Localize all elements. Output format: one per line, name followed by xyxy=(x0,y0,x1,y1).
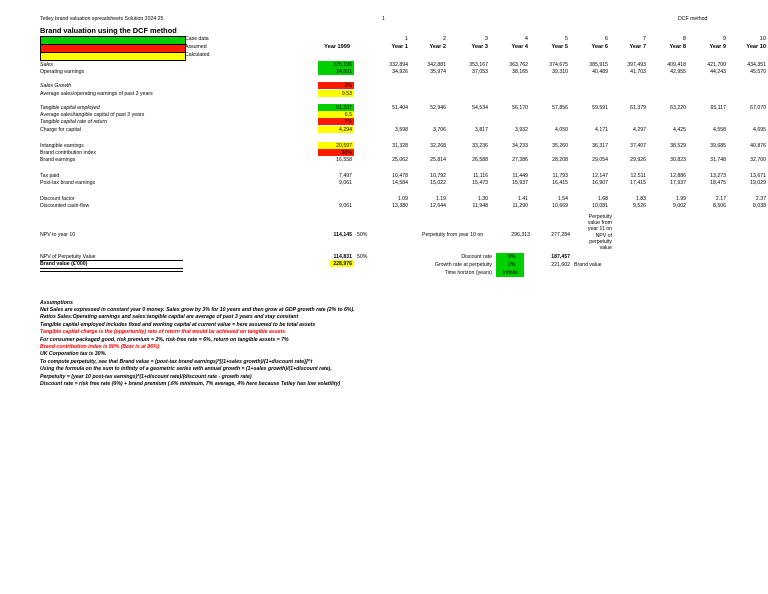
discount-rate-label: Discount rate xyxy=(461,254,492,260)
cell-sales-10: 434,351 xyxy=(747,62,766,68)
cell-intangible-10: 40,876 xyxy=(750,143,766,149)
value-brand-index: 80% xyxy=(341,150,352,156)
row-label-operating-earnings: Operating earnings xyxy=(40,69,85,75)
cell-intangible-4: 34,233 xyxy=(512,143,528,149)
assumption-line: Tangible capital charge is the (opportunity) rate of return that would be achieved on tangible assets xyxy=(40,329,286,336)
perpetuity-from-label: Perpetuity from year 10 on xyxy=(422,232,484,238)
cell-discounted-cf-1: 13,380 xyxy=(392,203,408,209)
cell-tax-7: 12,511 xyxy=(630,173,646,179)
row-label-discounted-cf: Discounted cash-flow xyxy=(40,203,90,209)
cell-intangible-8: 38,529 xyxy=(670,143,686,149)
cell-sales-9: 421,700 xyxy=(707,62,726,68)
assumption-line: Tangible capital employed includes fixed and working capital at current value = here assumed to be total assets xyxy=(40,321,316,328)
cell-discount-factor-9: 2.17 xyxy=(715,196,726,202)
row-label-discount-factor: Discount factor xyxy=(40,196,75,202)
perpetuity-result: 187,457 xyxy=(551,254,570,260)
cell-intangible-3: 33,236 xyxy=(472,143,488,149)
npv-perp-label: NPV of Perpetuity Value xyxy=(40,254,96,260)
column-number-4: 4 xyxy=(524,36,528,42)
cell-operating-earnings-8: 42,955 xyxy=(670,69,686,75)
perpetuity-note-line: value from xyxy=(587,220,612,227)
cell-post-tax-4: 15,937 xyxy=(512,180,528,186)
cell-sales-4: 363,762 xyxy=(509,62,528,68)
cell-sales-8: 409,418 xyxy=(667,62,686,68)
assumption-line: Perpetuity = (year 10 post-tax earnings)*(1+discount rate)/(discount rate - growth rate) xyxy=(40,373,252,380)
cell-operating-earnings-9: 44,243 xyxy=(710,69,726,75)
cell-operating-earnings-7: 41,703 xyxy=(630,69,646,75)
cell-discounted-cf-8: 9,002 xyxy=(673,203,686,209)
row-label-intangible: Intangible earnings xyxy=(40,143,84,149)
row-label-sales-growth: Sales Growth xyxy=(40,83,72,89)
cell-brand-earnings-2: 25,814 xyxy=(430,157,446,163)
time-horizon-value: infinite xyxy=(503,270,518,276)
cell-charge-capital-5: 4,050 xyxy=(555,127,568,133)
cell-brand-earnings-9: 31,748 xyxy=(710,157,726,163)
cell-discounted-cf-3: 11,948 xyxy=(472,203,488,209)
legend-label-assumed: Assumed xyxy=(185,44,207,50)
cell-operating-earnings-5: 39,310 xyxy=(552,69,568,75)
perpetuity-note-line: NPV of xyxy=(595,232,612,239)
cell-post-tax-0: 9,061 xyxy=(339,180,352,186)
header-right: DCF method xyxy=(678,16,708,22)
cell-brand-earnings-4: 27,386 xyxy=(512,157,528,163)
cell-charge-capital-8: 4,425 xyxy=(673,127,686,133)
cell-tangible-capital-8: 63,220 xyxy=(670,105,686,111)
page-number: 1 xyxy=(382,16,385,22)
column-number-10: 10 xyxy=(759,36,766,42)
cell-discount-factor-6: 1.68 xyxy=(597,196,608,202)
cell-post-tax-7: 17,415 xyxy=(630,180,646,186)
cell-discount-factor-4: 1.41 xyxy=(517,196,528,202)
column-header-9: Year 9 xyxy=(709,44,726,50)
cell-brand-earnings-10: 32,700 xyxy=(750,157,766,163)
cell-brand-earnings-6: 29,054 xyxy=(592,157,608,163)
row-label-sales: Sales xyxy=(40,62,53,68)
cell-charge-capital-4: 3,932 xyxy=(515,127,528,133)
cell-sales-3: 353,167 xyxy=(469,62,488,68)
cell-post-tax-6: 16,907 xyxy=(592,180,608,186)
cell-charge-capital-6: 4,171 xyxy=(595,127,608,133)
npv-pct: 50% xyxy=(357,232,368,238)
brand-value-alt: 221,602 xyxy=(551,262,570,268)
cell-operating-earnings-6: 40,489 xyxy=(592,69,608,75)
cell-intangible-6: 36,317 xyxy=(592,143,608,149)
cell-post-tax-9: 18,475 xyxy=(710,180,726,186)
column-header-2: Year 2 xyxy=(429,44,446,50)
cell-intangible-9: 39,685 xyxy=(710,143,726,149)
row-label-tangible-capital: Tangible capital employed xyxy=(40,105,100,111)
perpetuity-from-value: 296,313 xyxy=(511,232,530,238)
column-number-1: 1 xyxy=(404,36,408,42)
cell-operating-earnings-4: 38,165 xyxy=(512,69,528,75)
cell-operating-earnings-1: 34,926 xyxy=(392,69,408,75)
cell-tangible-capital-0: 61,337 xyxy=(336,105,352,111)
column-number-7: 7 xyxy=(642,36,646,42)
column-header-3: Year 3 xyxy=(471,44,488,50)
row-label-brand-index: Brand contribution index xyxy=(40,150,96,156)
brand-value-alt-label: Brand value xyxy=(574,262,602,268)
cell-tax-9: 13,273 xyxy=(710,173,726,179)
cell-charge-capital-7: 4,297 xyxy=(633,127,646,133)
cell-discount-factor-1: 1.09 xyxy=(397,196,408,202)
row-label-tangible-rate: Tangible capital rate of return xyxy=(40,119,107,125)
row-label-tax: Tax paid xyxy=(40,173,60,179)
cell-charge-capital-2: 3,706 xyxy=(433,127,446,133)
perpetuity-note-line: Perpetuity xyxy=(588,214,612,220)
cell-intangible-5: 35,260 xyxy=(552,143,568,149)
cell-brand-earnings-5: 28,208 xyxy=(552,157,568,163)
value-avg-sales-tangible: 6.5 xyxy=(344,112,352,118)
cell-post-tax-2: 15,022 xyxy=(430,180,446,186)
perpetuity-note-line: value xyxy=(599,245,612,251)
cell-operating-earnings-10: 45,570 xyxy=(750,69,766,75)
cell-sales-6: 385,915 xyxy=(589,62,608,68)
cell-post-tax-5: 16,415 xyxy=(552,180,568,186)
assumptions-heading: Assumptions xyxy=(40,300,73,306)
cell-discount-factor-10: 2.37 xyxy=(755,196,766,202)
page-title: Brand valuation using the DCF method xyxy=(40,26,177,35)
column-header-10: Year 10 xyxy=(746,44,766,50)
cell-discounted-cf-5: 10,669 xyxy=(552,203,568,209)
column-number-3: 3 xyxy=(484,36,488,42)
npv-perp-value: 114,831 xyxy=(333,254,352,260)
assumption-line: To compute perpetuity, see that Brand value = (post-tax brand earnings)*[(1+sales growth)/(1+discount rate)]^t xyxy=(40,358,313,365)
cell-tax-1: 10,478 xyxy=(392,173,408,179)
value-avg-sales-op: 9.53 xyxy=(341,91,352,97)
column-header-1: Year 1 xyxy=(391,44,408,50)
cell-sales-5: 374,675 xyxy=(549,62,568,68)
cell-discounted-cf-2: 12,644 xyxy=(430,203,446,209)
column-number-5: 5 xyxy=(564,36,568,42)
cell-operating-earnings-0: 24,891 xyxy=(336,69,352,75)
cell-discount-factor-2: 1.19 xyxy=(435,196,446,202)
cell-post-tax-8: 17,937 xyxy=(670,180,686,186)
column-number-6: 6 xyxy=(604,36,608,42)
discount-rate-value: 9% xyxy=(508,254,516,260)
cell-tax-2: 10,792 xyxy=(430,173,446,179)
cell-brand-earnings-1: 25,062 xyxy=(392,157,408,163)
perpetuity-pv: 277,284 xyxy=(551,232,570,238)
cell-discounted-cf-6: 10,081 xyxy=(592,203,608,209)
cell-discounted-cf-4: 11,290 xyxy=(512,203,528,209)
cell-tax-10: 13,671 xyxy=(750,173,766,179)
growth-rate-value: 2% xyxy=(508,262,516,268)
value-tangible-rate: 7% xyxy=(344,119,352,125)
column-header-6: Year 6 xyxy=(591,44,608,50)
cell-tangible-capital-1: 51,404 xyxy=(392,105,408,111)
assumption-line: For consumer packaged good, risk premium = 2%, risk-free rate = 6%, return on tangible assets = 7% xyxy=(40,336,289,343)
cell-discount-factor-7: 1.83 xyxy=(635,196,646,202)
row-label-brand-earnings: Brand earnings xyxy=(40,157,76,163)
npv-value: 114,145 xyxy=(333,232,352,238)
cell-intangible-7: 37,407 xyxy=(630,143,646,149)
cell-charge-capital-10: 4,695 xyxy=(753,127,766,133)
cell-discount-factor-8: 1.99 xyxy=(675,196,686,202)
cell-tangible-capital-10: 67,070 xyxy=(750,105,766,111)
cell-tangible-capital-5: 57,856 xyxy=(552,105,568,111)
column-header-0: Year 1999 xyxy=(324,44,350,50)
cell-post-tax-1: 14,584 xyxy=(392,180,408,186)
column-header-7: Year 7 xyxy=(629,44,646,50)
cell-tangible-capital-7: 61,379 xyxy=(630,105,646,111)
assumption-line: UK Corporation tax is 30%. xyxy=(40,351,107,358)
header-left: Tetley brand valuation spreadsheets Solution 2024 25 xyxy=(40,16,164,22)
column-header-5: Year 5 xyxy=(551,44,568,50)
brand-value-double-rule xyxy=(40,268,183,272)
cell-brand-earnings-3: 26,588 xyxy=(472,157,488,163)
growth-rate-label: Growth rate at perpetuity xyxy=(434,262,492,268)
legend-label-case-data: Case data xyxy=(185,36,209,42)
assumption-line: Discount rate = risk free rate (6%) + brand premium (.6% minimum, 7% average, 4% here because Tetley has low volatility) xyxy=(40,381,341,387)
cell-sales-7: 397,493 xyxy=(627,62,646,68)
row-label-avg-sales-tangible: Average sales/tangible capital of past 3 years xyxy=(40,112,145,118)
cell-sales-0: 325,196 xyxy=(333,62,352,68)
cell-post-tax-3: 15,473 xyxy=(472,180,488,186)
column-header-4: Year 4 xyxy=(511,44,528,50)
perpetuity-note-line: perpetuity xyxy=(589,238,612,245)
cell-tax-0: 7,497 xyxy=(339,173,352,179)
brand-value: 228,976 xyxy=(333,261,352,267)
npv-perp-pct: 50% xyxy=(357,254,368,260)
assumption-line: Net Sales are expressed in constant year 0 money. Sales grow by 3% for 10 years and then grow at GDP growth rate (2% to 6%). xyxy=(40,307,355,313)
cell-charge-capital-1: 3,598 xyxy=(395,127,408,133)
cell-discounted-cf-7: 9,526 xyxy=(633,203,646,209)
cell-tangible-capital-2: 52,946 xyxy=(430,105,446,111)
legend-swatch-calculated xyxy=(40,52,186,61)
assumption-line: Brand contribution index is 80% (Beer is at 86%) xyxy=(40,344,160,350)
cell-intangible-0: 20,597 xyxy=(336,143,352,149)
row-label-charge-capital: Charge for capital xyxy=(40,127,81,133)
column-header-8: Year 8 xyxy=(669,44,686,50)
cell-intangible-1: 31,328 xyxy=(392,143,408,149)
cell-charge-capital-3: 3,817 xyxy=(475,127,488,133)
cell-operating-earnings-3: 37,053 xyxy=(472,69,488,75)
time-horizon-label: Time horizon (years) xyxy=(444,270,492,276)
assumption-line: Using the formula on the sum to infinity of a geometric series with annual growth = (1+sales growth)/(1+discount rate), xyxy=(40,366,332,373)
cell-tax-8: 12,886 xyxy=(670,173,686,179)
column-number-2: 2 xyxy=(442,36,446,42)
cell-tangible-capital-3: 54,534 xyxy=(472,105,488,111)
cell-discounted-cf-9: 8,506 xyxy=(713,203,726,209)
cell-tax-6: 12,147 xyxy=(592,173,608,179)
cell-tangible-capital-4: 56,170 xyxy=(512,105,528,111)
perpetuity-note-line: year 11 on xyxy=(587,226,612,233)
column-number-9: 9 xyxy=(722,36,726,42)
cell-brand-earnings-7: 29,926 xyxy=(630,157,646,163)
brand-value-label: Brand value (£'000) xyxy=(40,261,88,267)
cell-sales-2: 342,881 xyxy=(427,62,446,68)
cell-discount-factor-5: 1.54 xyxy=(557,196,568,202)
cell-charge-capital-9: 4,558 xyxy=(713,127,726,133)
cell-operating-earnings-2: 35,974 xyxy=(430,69,446,75)
legend-label-calculated: Calculated xyxy=(185,52,210,58)
cell-tax-5: 11,793 xyxy=(552,173,568,179)
column-number-8: 8 xyxy=(682,36,686,42)
cell-sales-1: 332,894 xyxy=(389,62,408,68)
cell-tangible-capital-9: 65,117 xyxy=(710,105,726,111)
cell-charge-capital-0: 4,294 xyxy=(339,127,352,133)
row-label-post-tax: Post-tax brand earnings xyxy=(40,180,96,186)
cell-brand-earnings-8: 30,823 xyxy=(670,157,686,163)
assumption-line: Ratios Sales:Operating earnings and sales:tangible capital are average of past 3 years and stay constant xyxy=(40,314,299,321)
cell-tax-4: 11,449 xyxy=(512,173,528,179)
cell-brand-earnings-0: 16,558 xyxy=(336,157,352,163)
cell-discounted-cf-10: 8,038 xyxy=(753,203,766,209)
cell-discount-factor-3: 1.30 xyxy=(477,196,488,202)
cell-post-tax-10: 19,029 xyxy=(750,180,766,186)
value-sales-growth: 3% xyxy=(344,83,352,89)
cell-discounted-cf-0: 9,061 xyxy=(339,203,352,209)
cell-tax-3: 11,116 xyxy=(472,173,488,179)
row-label-avg-sales-op: Average sales/operating earnings of past 3 years xyxy=(40,91,153,97)
cell-tangible-capital-6: 59,591 xyxy=(592,105,608,111)
cell-intangible-2: 32,268 xyxy=(430,143,446,149)
npv-label: NPV to year 10 xyxy=(40,232,76,238)
